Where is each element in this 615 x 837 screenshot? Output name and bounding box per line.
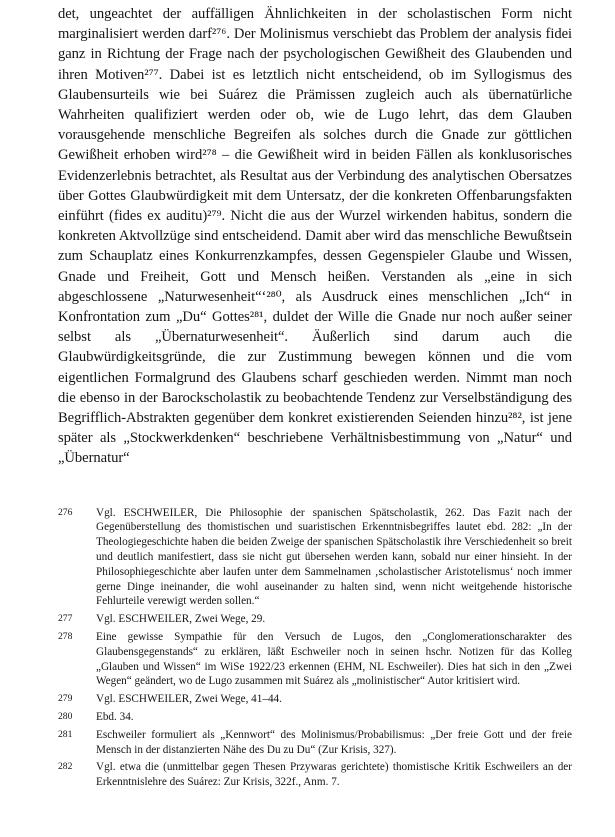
footnote-text: Vgl. ESCHWEILER, Zwei Wege, 29. xyxy=(96,613,266,626)
footnote-number: 280 xyxy=(58,711,73,723)
footnote-278 xyxy=(58,630,572,689)
footnote-number: 279 xyxy=(58,693,73,705)
footnote-number: 278 xyxy=(58,631,73,643)
footnote-text: Eschweiler formuliert als „Kennwort“ des Molinismus/Probabilismus: „Der freie Gott und der freie Mensch in der distanzierten Nähe des Du zu Du“ (Zur Krisis, 327). xyxy=(96,728,572,756)
footnote-text: Ebd. 34. xyxy=(96,711,134,724)
footnote-280 xyxy=(58,710,572,725)
footnote-number: 281 xyxy=(58,728,73,740)
footnote-279 xyxy=(58,692,572,707)
footnote-text: Vgl. ESCHWEILER, Die Philosophie der spanischen Spätscholastik, 262. Das Fazit nach der Gegenüberstellung des thomistischen und suaristischen Erkenntnisbegriffes lautet ebd. 282: „In der Theologiegeschichte haben die beiden Zweige der spanischen Spätscholastik ihre Verschiedenheit so breit und deutlich manifestiert, dass sie nicht gut übersehen werden kann, sobald nur einer hinsieht. In der Philosophiegeschichte aber laufen unter dem Sammelnamen ‚scholastischer Aristotelismus‘ noch immer gerne Dinge ineinander, die wohl auseinander zu halten sind, wenn nicht weitgehende historische Fehlurteile verewigt werden sollen.“ xyxy=(96,506,572,608)
footnote-number: 282 xyxy=(58,761,73,773)
footnote-text: Eine gewisse Sympathie für den Versuch de Lugos, den „Conglomerationscharakter des Glaubensgegenstands“ zu erklären, läßt Eschweiler noch in seinen hschr. Notizen für das Kolleg „Glauben und Wissen“ im WiSe 1922/23 erkennen (EHM, NL Eschweiler). Dies hat sich in den „Zwei Wegen“ geändert, wo de Lugo zusammen mit Suárez als „molinistischer“ Autor kritisiert wird. xyxy=(96,631,572,688)
main-text xyxy=(58,4,572,469)
footnotes xyxy=(58,506,572,790)
footnote-number: 277 xyxy=(58,613,73,625)
footnote-282 xyxy=(58,760,572,790)
footnote-276 xyxy=(58,506,572,610)
footnote-text: Vgl. etwa die (unmittelbar gegen Thesen Przywaras gerichtete) thomistische Kritik Eschweilers an der Erkenntnislehre des Suárez: Zur Krisis, 322f., Anm. 7. xyxy=(96,761,572,789)
footnote-number: 276 xyxy=(58,506,73,518)
body-paragraph: det, ungeachtet der auffälligen Ähnlichkeiten in der scholastischen Form nicht marginalisiert werden darf²⁷⁶. Der Molinismus verschiebt das Problem der analysis fidei ganz in Richtung der Frage nach der psychologischen Gewißheit des Glaubenden und ihren Motiven²⁷⁷. Dabei ist es letztlich nicht entscheidend, ob im Syllogismus des Glaubensurteils wie bei Suárez die Prämissen zugleich auch als übernatürliche Wahrheiten qualifiziert werden oder ob, wie de Lugo lehrt, das dem Glauben vorausgehende menschliche Begreifen als solches durch die Gnade zur göttlichen Gewißheit erhoben wird²⁷⁸ – die Gewißheit wird in beiden Fällen als konklusorisches Evidenzerlebnis betrachtet, als Resultat aus der Verbindung des analytischen Obersatzes über Gottes Glaubwürdigkeit mit dem Untersatz, der die konkreten Offenbarungsfakten einführt (fides ex auditu)²⁷⁹. Nicht die aus der Wurzel wirkenden habitus, sondern die konkreten Aktvollzüge sind entscheidend. Damit aber wird das menschliche Bewußtsein zum Schauplatz eines Konkurrenzkampfes, dessen Gegenspieler Glaube und Wissen, Gnade und Freiheit, Gott und Mensch heißen. Verstanden als „eine in sich abgeschlossene „Naturwesenheit“‘²⁸⁰, als Ausdruck eines menschlichen „Ich“ in Konfrontation zum „Du“ Gottes²⁸¹, duldet der Wille die Gnade nur noch außer seiner selbst als „Übernaturwesenheit“. Äußerlich sind darum auch die Glaubwürdigkeitsgründe, die zur Zustimmung bewegen können und die vom eigentlichen Formalgrund des Glaubens scharf geschieden werden. Nimmt man noch die ebenso in der Barockscholastik zu beobachtende Tendenz zur Verselbständigung des Begrifflich-Abstrakten gegenüber dem konkret existierenden Seienden hinzu²⁸², ist jene später als „Stockwerkdenken“ beschriebene Verhältnisbestimmung von „Natur“ und „Übernatur“ xyxy=(58,6,572,467)
footnote-281 xyxy=(58,728,572,758)
footnote-277 xyxy=(58,612,572,627)
footnote-text: Vgl. ESCHWEILER, Zwei Wege, 41–44. xyxy=(96,693,282,706)
